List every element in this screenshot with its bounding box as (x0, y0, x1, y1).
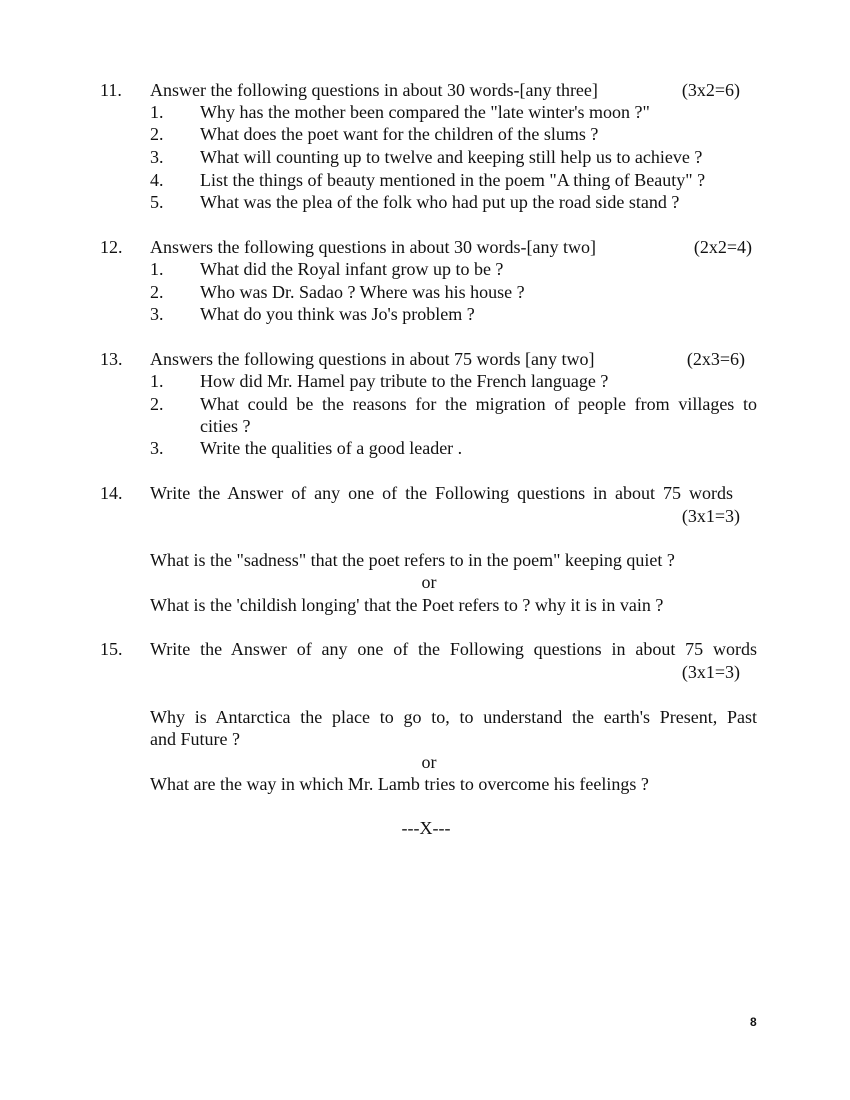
item-text: What could be the reasons for the migration of people from villages to (200, 394, 757, 414)
item-text-continued: cities ? (200, 416, 251, 436)
item-number: 1. (150, 371, 164, 391)
question-marks: (2x3=6) (686, 349, 745, 369)
question-number: 12. (100, 237, 123, 257)
item-number: 3. (150, 304, 164, 324)
question-number: 11. (100, 80, 122, 100)
option-a: Why is Antarctica the place to go to, to understand the earth's Present, Past (150, 707, 757, 727)
item-text: Why has the mother been compared the "late winter's moon ?" (200, 102, 650, 122)
item-number: 2. (150, 282, 164, 302)
item-number: 2. (150, 394, 164, 414)
item-number: 3. (150, 438, 164, 458)
item-text: How did Mr. Hamel pay tribute to the French language ? (200, 371, 609, 391)
option-a-continued: and Future ? (150, 729, 240, 749)
question-number: 15. (100, 639, 123, 659)
item-number: 3. (150, 147, 164, 167)
option-a: What is the "sadness" that the poet refers to in the poem" keeping quiet ? (150, 550, 675, 570)
option-b: What are the way in which Mr. Lamb tries to overcome his feelings ? (150, 774, 649, 794)
question-text: Write the Answer of any one of the Following questions in about 75 words (150, 483, 733, 503)
item-text: List the things of beauty mentioned in the poem "A thing of Beauty" ? (200, 170, 706, 190)
question-number: 13. (100, 349, 123, 369)
item-text: What does the poet want for the children of the slums ? (200, 124, 599, 144)
item-number: 5. (150, 192, 164, 212)
question-marks: (3x2=6) (681, 80, 740, 100)
option-b: What is the 'childish longing' that the Poet refers to ? why it is in vain ? (150, 595, 664, 615)
item-text: What do you think was Jo's problem ? (200, 304, 475, 324)
question-text: Answers the following questions in about 75 words [any two] (150, 349, 595, 369)
page-number: 8 (750, 1015, 757, 1029)
question-text: Write the Answer of any one of the Following questions in about 75 words (150, 639, 757, 659)
item-number: 1. (150, 102, 164, 122)
item-text: What did the Royal infant grow up to be ? (200, 259, 504, 279)
question-marks: (3x1=3) (681, 506, 740, 526)
question-text: Answer the following questions in about 30 words-[any three] (150, 80, 598, 100)
item-text: What was the plea of the folk who had put up the road side stand ? (200, 192, 680, 212)
question-number: 14. (100, 483, 123, 503)
item-text: Who was Dr. Sadao ? Where was his house ? (200, 282, 525, 302)
item-text: Write the qualities of a good leader . (200, 438, 463, 458)
question-text: Answers the following questions in about 30 words-[any two] (150, 237, 596, 257)
question-marks: (3x1=3) (681, 662, 740, 682)
item-number: 4. (150, 170, 164, 190)
or-separator: or (421, 752, 437, 772)
item-text: What will counting up to twelve and keeping still help us to achieve ? (200, 147, 703, 167)
or-separator: or (421, 572, 437, 592)
item-number: 1. (150, 259, 164, 279)
item-number: 2. (150, 124, 164, 144)
question-marks: (2x2=4) (693, 237, 752, 257)
end-mark: ---X--- (401, 818, 451, 838)
